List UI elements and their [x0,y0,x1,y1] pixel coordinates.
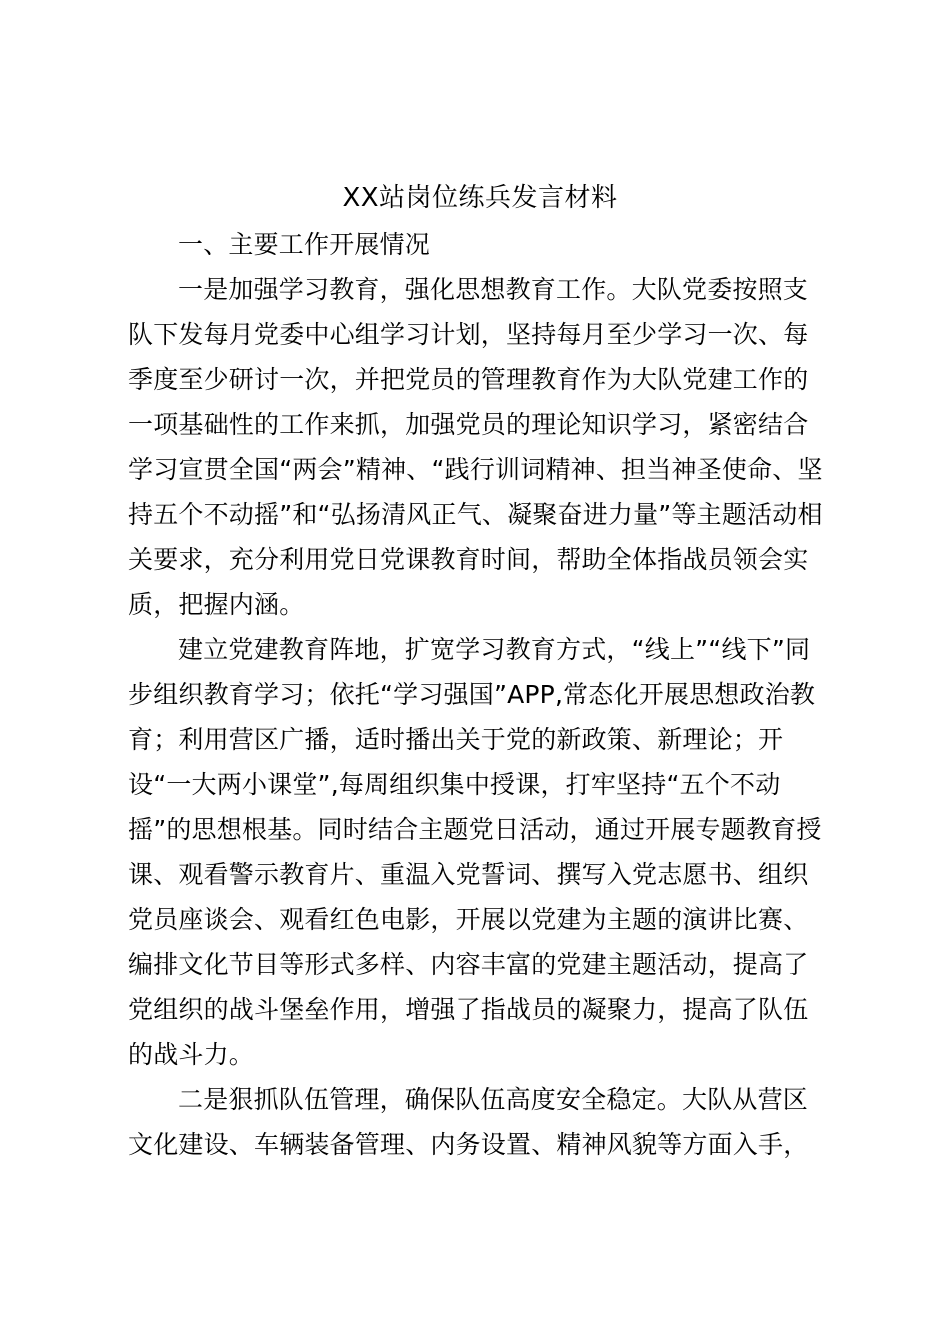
paragraph-line: 学习宣贯全国“两会”精神、“践行训词精神、担当神圣使命、坚 [128,455,823,484]
section-heading: 一、主要工作开展情况 [178,230,431,259]
paragraph-line: 设“一大两小课堂”,每周组织集中授课，打牢坚持“五个不动 [128,770,781,799]
paragraph-line: 一项基础性的工作来抓，加强党员的理论知识学习，紧密结合 [128,410,809,439]
paragraph-line: 党员座谈会、观看红色电影，开展以党建为主题的演讲比赛、 [128,905,809,934]
paragraph-line: 的战斗力。 [128,1040,255,1069]
paragraph-line: 季度至少研讨一次，并把党员的管理教育作为大队党建工作的 [128,365,809,394]
paragraph-line: 编排文化节目等形式多样、内容丰富的党建主题活动，提高了 [128,950,809,979]
paragraph-line: 文化建设、车辆装备管理、内务设置、精神风貌等方面入手， [128,1130,809,1159]
paragraph-line: 二是狠抓队伍管理，确保队伍高度安全稳定。大队从营区 [178,1085,809,1114]
paragraph-line: 党组织的战斗堡垒作用，增强了指战员的凝聚力，提高了队伍 [128,995,809,1024]
document-title: XX站岗位练兵发言材料 [342,183,618,213]
paragraph-line: 步组织教育学习；依托“学习强国”APP,常态化开展思想政治教 [128,680,816,709]
paragraph-line: 一是加强学习教育，强化思想教育工作。大队党委按照支 [178,275,809,304]
paragraph-line: 质，把握内涵。 [128,590,305,619]
paragraph-line: 课、观看警示教育片、重温入党誓词、撰写入党志愿书、组织 [128,860,809,889]
paragraph-line: 建立党建教育阵地，扩宽学习教育方式，“线上”“线下”同 [178,635,811,664]
paragraph-line: 摇”的思想根基。同时结合主题党日活动，通过开展专题教育授 [128,815,822,844]
paragraph-line: 育；利用营区广播，适时播出关于党的新政策、新理论；开 [128,725,784,754]
paragraph-line: 队下发每月党委中心组学习计划，坚持每月至少学习一次、每 [128,320,809,349]
paragraph-line: 持五个不动摇”和“弘扬清风正气、凝聚奋进力量”等主题活动相 [128,500,823,529]
paragraph-line: 关要求，充分利用党日党课教育时间，帮助全体指战员领会实 [128,545,809,574]
